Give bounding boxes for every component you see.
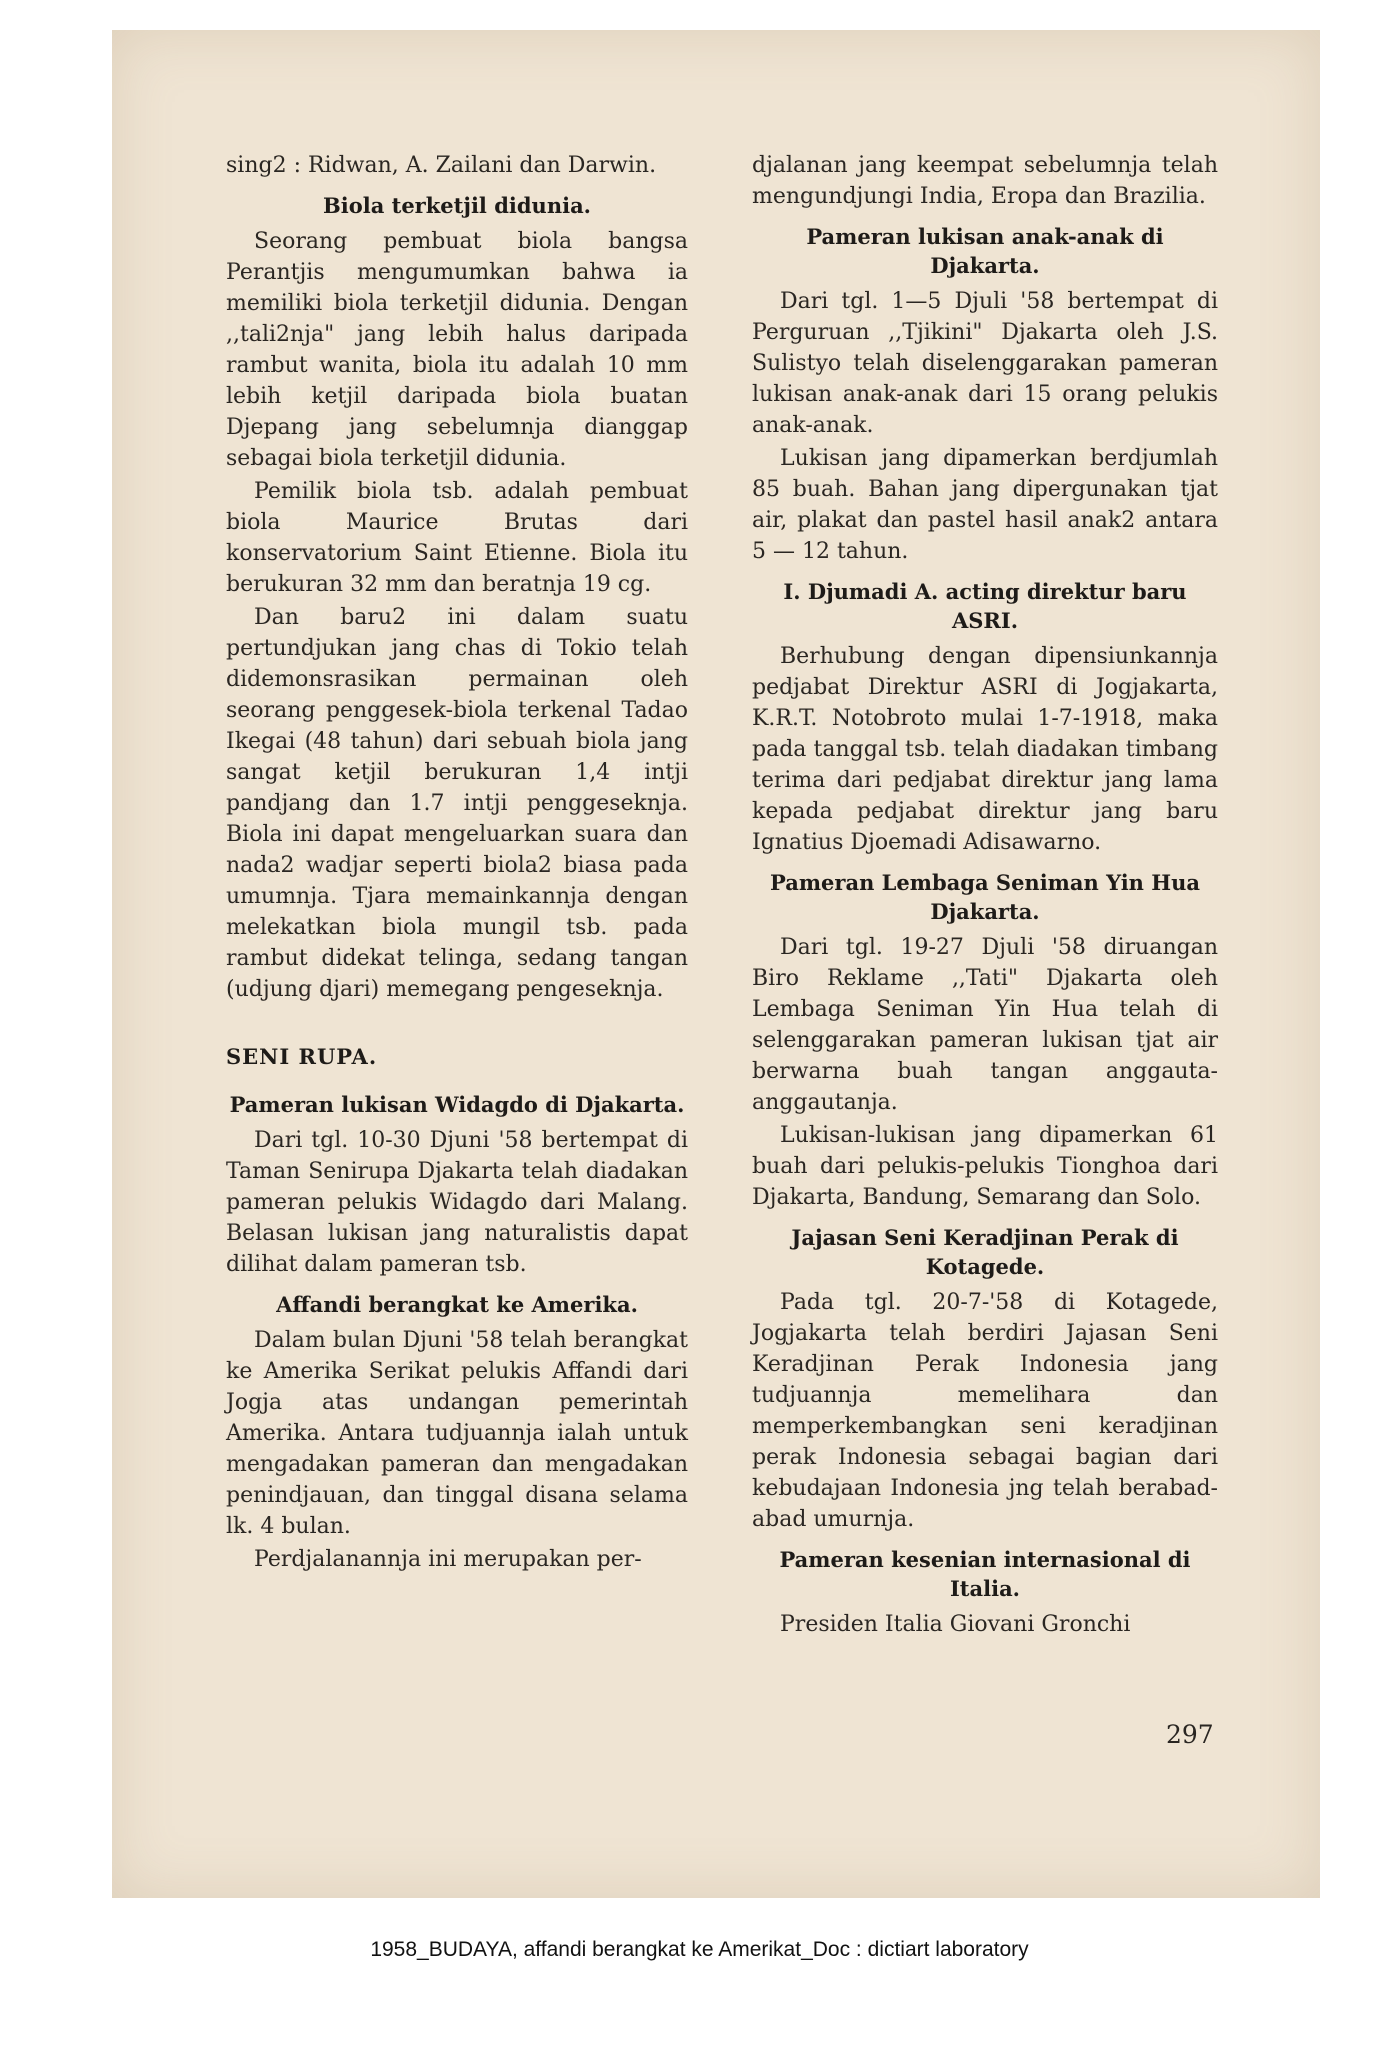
heading-widagdo: Pameran lukisan Widagdo di Djakarta. <box>229 1092 685 1117</box>
paragraph: Lukisan-lukisan jang dipamerkan 61 buah dari pelukis-pelukis Tionghoa dari Djakarta, Bandung, Semarang dan Solo. <box>752 1123 1218 1210</box>
paragraph: sing2 : Ridwan, A. Zailani dan Darwin. <box>226 153 657 178</box>
paragraph: Dan baru2 ini dalam suatu pertundjukan jang chas di Tokio telah didemonsrasikan permainan oleh seorang penggesek-biola terkenal Tadao Ikegai (48 tahun) dari sebuah biola jang sangat ketjil berukuran 1,4 intji pandjang dan 1.7 intji penggeseknja. Biola ini dapat mengeluarkan suara dan nada2 wadjar seperti biola2 biasa pada umumnja. Tjara memainkannja dengan melekatkan biola mungil tsb. pada rambut didekat telinga, sedang tangan (udjung djari) memegang pengeseknja. <box>226 605 688 1002</box>
footer-caption: 1958_BUDAYA, affandi berangkat ke Amerikat_Doc : dictiart laboratory <box>370 1938 1029 1961</box>
heading-anak: Pameran lukisan anak-anak di Djakarta. <box>806 224 1164 278</box>
heading-affandi: Affandi berangkat ke Amerika. <box>276 1292 638 1317</box>
paragraph: Dari tgl. 19-27 Djuli '58 diruangan Biro Reklame ,,Tati" Djakarta oleh Lembaga Seniman Yin Hua telah di selenggarakan pameran lukisan tjat air berwarna buah tangan anggauta-anggautanja. <box>752 935 1218 1115</box>
heading-yinhua: Pameran Lembaga Seniman Yin Hua Djakarta. <box>770 870 1200 924</box>
heading-italia: Pameran kesenian internasional di Italia. <box>779 1547 1191 1601</box>
paragraph: Lukisan jang dipamerkan berdjumlah 85 buah. Bahan jang dipergunakan tjat air, plakat dan pastel hasil anak2 antara 5 — 12 tahun. <box>752 446 1218 564</box>
heading-perak: Jajasan Seni Keradjinan Perak di Kotagede. <box>791 1225 1179 1279</box>
paragraph: Dari tgl. 10-30 Djuni '58 bertempat di Taman Senirupa Djakarta telah diadakan pameran pelukis Widagdo dari Malang. Belasan lukisan jang naturalistis dapat dilihat dalam pameran tsb. <box>226 1128 688 1277</box>
section-heading-seni-rupa: SENI RUPA. <box>226 1044 378 1069</box>
right-column <box>752 150 1218 1642</box>
paragraph: djalanan jang keempat sebelumnja telah mengundjungi India, Eropa dan Brazilia. <box>752 153 1218 209</box>
paragraph: Pada tgl. 20-7-'58 di Kotagede, Jogjakarta telah berdiri Jajasan Seni Keradjinan Perak Indonesia jang tudjuannja memelihara dan memperkembangkan seni keradjinan perak Indonesia sebagai bagian dari kebudajaan Indonesia jng telah berabad-abad umurnja. <box>752 1290 1218 1532</box>
heading-asri: I. Djumadi A. acting direktur baru ASRI. <box>783 579 1187 633</box>
left-column <box>226 150 688 1577</box>
paragraph: Pemilik biola tsb. adalah pembuat biola Maurice Brutas dari konservatorium Saint Etienne. Biola itu berukuran 32 mm dan beratnja 19 cg. <box>226 479 688 597</box>
paragraph: Perdjalanannja ini merupakan per- <box>254 1547 642 1572</box>
heading-biola: Biola terketjil didunia. <box>322 193 591 218</box>
paragraph: Presiden Italia Giovani Gronchi <box>780 1612 1131 1637</box>
page-number: 297 <box>1166 1720 1214 1749</box>
paragraph: Berhubung dengan dipensiunkannja pedjabat Direktur ASRI di Jogjakarta, K.R.T. Notobroto mulai 1-7-1918, maka pada tanggal tsb. telah diadakan timbang terima dari pedjabat direktur jang lama kepada pedjabat direktur jang baru Ignatius Djoemadi Adisawarno. <box>752 644 1218 855</box>
paragraph: Dalam bulan Djuni '58 telah berangkat ke Amerika Serikat pelukis Affandi dari Jogja atas undangan pemerintah Amerika. Antara tudjuannja ialah untuk mengadakan pameran dan mengadakan penindjauan, dan tinggal disana selama lk. 4 bulan. <box>226 1328 688 1539</box>
paragraph: Seorang pembuat biola bangsa Perantjis mengumumkan bahwa ia memiliki biola terketjil didunia. Dengan ,,tali2nja" jang lebih halus daripada rambut wanita, biola itu adalah 10 mm lebih ketjil daripada biola buatan Djepang jang sebelumnja dianggap sebagai biola terketjil didunia. <box>226 229 688 471</box>
paragraph: Dari tgl. 1—5 Djuli '58 bertempat di Perguruan ,,Tjikini" Djakarta oleh J.S. Sulistyo telah diselenggarakan pameran lukisan anak-anak dari 15 orang pelukis anak-anak. <box>752 289 1218 438</box>
